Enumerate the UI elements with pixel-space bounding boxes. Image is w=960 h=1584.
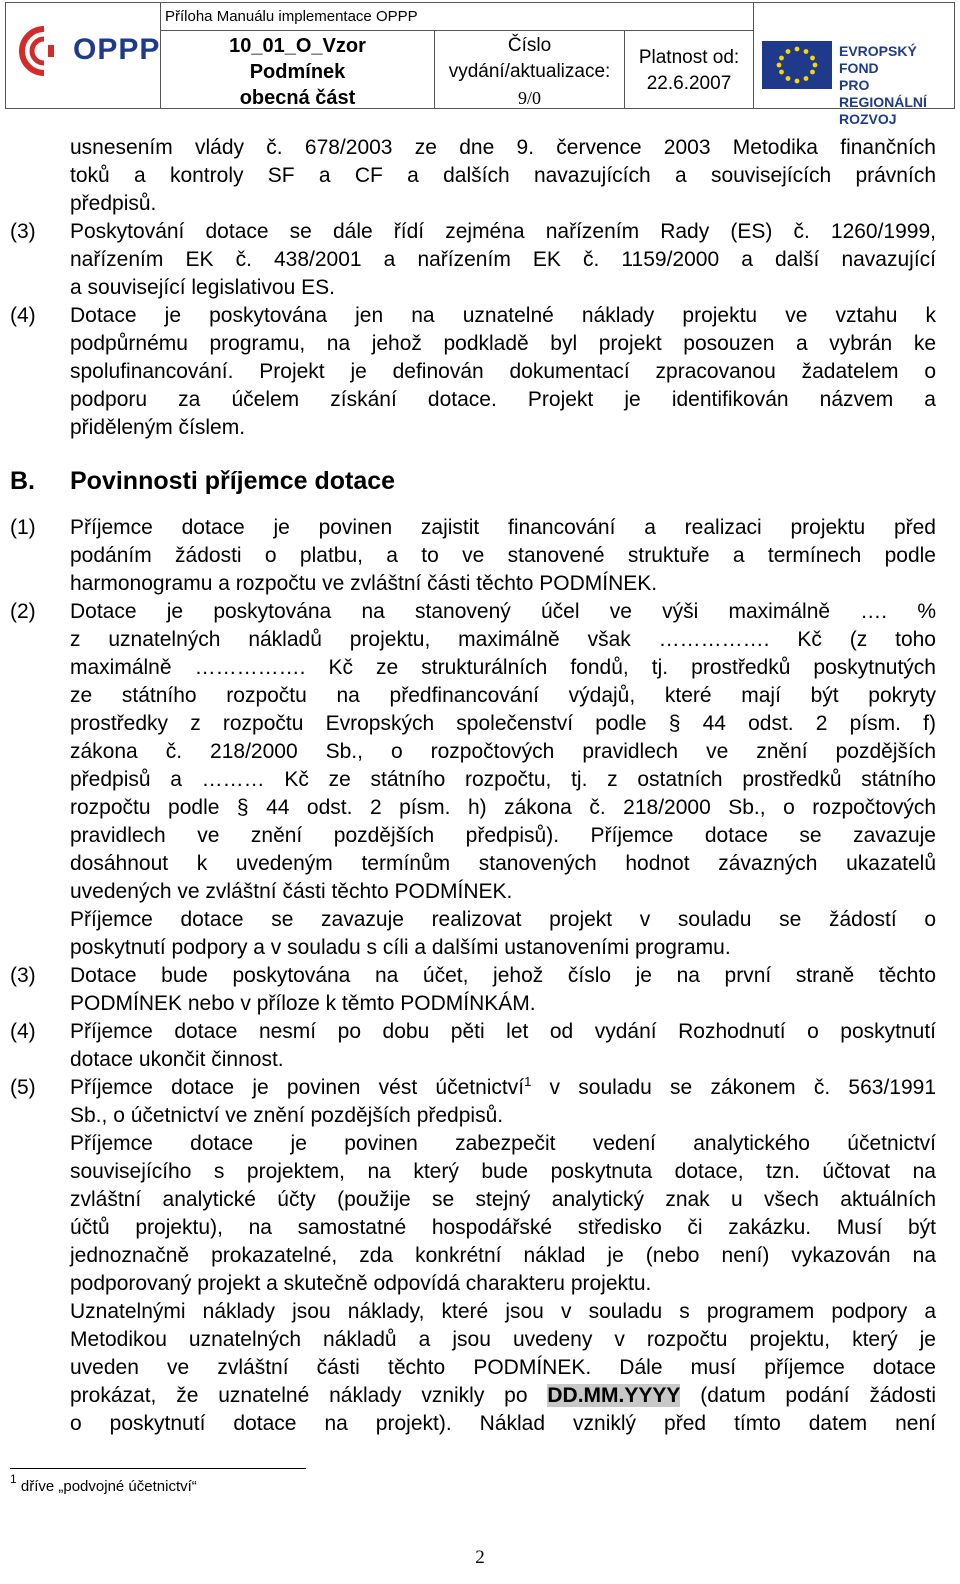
text-line <box>70 1186 936 1214</box>
text-line <box>70 654 936 682</box>
text-run: Příjemce dotace je povinen zabezpečit vedení analytického účetnictví <box>70 1132 936 1155</box>
template-line: obecná část <box>239 87 356 109</box>
text-run: usnesením vlády č. 678/2003 ze dne 9. července 2003 Metodika finančních <box>70 136 936 159</box>
text-run: podáním žádosti o platbu, a to ve stanovené struktuře a termínech podle <box>70 544 936 567</box>
text-line <box>70 1410 936 1438</box>
text-line <box>70 1382 936 1410</box>
text-line <box>70 358 936 386</box>
text-run: Uznatelnými náklady jsou náklady, které jsou v souladu s programem podpory a <box>70 1300 936 1323</box>
text-line <box>70 1074 936 1102</box>
paragraph-number: (3) <box>10 964 36 987</box>
eu-flag-icon <box>762 41 832 89</box>
footnote <box>10 1472 197 1498</box>
version-label: Číslo <box>507 35 552 56</box>
text-run: harmonogramu a rozpočtu ve zvláštní části těchto PODMÍNEK. <box>70 572 658 595</box>
text-run: Dotace je poskytována na stanovený účel ve výši maximálně …. % <box>70 600 936 623</box>
text-run: (datum podání žádosti <box>680 1384 936 1407</box>
oppp-logo-text: OPPP <box>73 33 161 66</box>
text-run: zákona č. 218/2000 Sb., o rozpočtových pravidlech ve znění pozdějších <box>70 740 936 763</box>
oppp-logo <box>6 3 161 108</box>
text-line <box>70 1158 936 1186</box>
text-line <box>70 514 936 542</box>
text-line <box>70 766 936 794</box>
text-run: dosáhnout k uvedeným termínům stanovených hodnot závazných ukazatelů <box>70 852 936 875</box>
text-run: maximálně ……………. Kč ze strukturálních fondů, tj. prostředků poskytnutých <box>70 656 936 679</box>
text-run: a související legislativou ES. <box>70 276 335 299</box>
text-run: Dotace bude poskytována na účet, jehož číslo je na první straně těchto <box>70 964 936 987</box>
oppp-logo-icon <box>18 25 70 77</box>
text-line <box>70 386 936 414</box>
text-run: v souladu se zákonem č. 563/1991 <box>531 1076 937 1099</box>
text-run: podpůrnému programu, na jehož podkladě byl projekt posouzen a vybrán ke <box>70 332 936 355</box>
text-line <box>70 962 936 990</box>
text-line <box>70 1270 936 1298</box>
text-line <box>70 1046 936 1074</box>
text-line <box>70 542 936 570</box>
text-line <box>70 934 936 962</box>
eu-logo-line: EVROPSKÝ FOND <box>839 43 917 76</box>
text-run: souvisejícího s projektem, na který bude poskytnuta dotace, tzn. účtovat na <box>70 1160 936 1183</box>
text-line <box>70 906 936 934</box>
text-run: dotace ukončit činnost. <box>70 1048 284 1071</box>
text-line <box>70 1018 936 1046</box>
paragraph-number: (1) <box>10 516 36 539</box>
paragraph-number: (2) <box>10 600 36 623</box>
text-run: uveden ve zvláštní části těchto PODMÍNEK. Dále musí příjemce dotace <box>70 1356 936 1379</box>
text-line <box>70 822 936 850</box>
text-run: prostředky z rozpočtu Evropských společenství podle § 44 odst. 2 písm. f) <box>70 712 936 735</box>
text-line <box>70 162 936 190</box>
text-run: Dotace je poskytována jen na uznatelné náklady projektu ve vztahu k <box>70 304 936 327</box>
text-line <box>70 570 936 598</box>
text-line <box>70 850 936 878</box>
text-line <box>70 738 936 766</box>
paragraph-number: (4) <box>10 304 36 327</box>
paragraph-number: (5) <box>10 1076 36 1099</box>
annex-title: Příloha Manuálu implementace OPPP <box>161 3 754 31</box>
text-run: předpisů. <box>70 192 157 215</box>
text-run: toků a kontroly SF a CF a dalších navazujících a souvisejících právních <box>70 164 936 187</box>
text-line <box>70 1214 936 1242</box>
footnote-separator <box>10 1468 306 1469</box>
text-run: PODMÍNEK nebo v příloze k těmto PODMÍNKÁM. <box>70 992 536 1015</box>
text-run: Poskytování dotace se dále řídí zejména nařízením Rady (ES) č. 1260/1999, <box>70 220 936 243</box>
validity-date: 22.6.2007 <box>646 73 732 94</box>
text-line <box>70 1354 936 1382</box>
text-run: pravidlech ve znění pozdějších předpisů). Příjemce dotace se zavazuje <box>70 824 936 847</box>
text-line <box>70 190 936 218</box>
text-run: prokázat, že uznatelné náklady vznikly po <box>70 1384 548 1407</box>
version-value: 9/0 <box>517 88 541 108</box>
validity-cell <box>625 31 754 108</box>
text-line <box>70 710 936 738</box>
text-line <box>70 134 936 162</box>
text-line <box>70 878 936 906</box>
template-line: 10_01_O_Vzor <box>229 35 366 57</box>
eu-logo-text <box>839 43 954 128</box>
text-run: poskytnutí podpory a v souladu s cíli a dalšími ustanoveními programu. <box>70 936 731 959</box>
text-line <box>70 682 936 710</box>
text-line <box>70 1130 936 1158</box>
text-line <box>70 414 936 442</box>
text-run: o poskytnutí dotace na projekt). Náklad vzniklý před tímto datem není <box>70 1412 936 1435</box>
version-cell <box>435 31 625 108</box>
text-run: uvedených ve zvláštní části těchto PODMÍNEK. <box>70 880 513 903</box>
text-line <box>70 1298 936 1326</box>
version-label: vydání/aktualizace: <box>448 61 611 82</box>
eu-erdf-logo <box>754 3 954 127</box>
text-run: Metodikou uznatelných nákladů a jsou uvedeny v rozpočtu projektu, který je <box>70 1328 936 1351</box>
text-run: předpisů a ……… Kč ze státního rozpočtu, tj. z ostatních prostředků státního <box>70 768 936 791</box>
text-run: Příjemce dotace nesmí po dobu pěti let od vydání Rozhodnutí o poskytnutí <box>70 1020 936 1043</box>
paragraph-number: (3) <box>10 220 36 243</box>
text-line <box>70 302 936 330</box>
text-line <box>70 1102 936 1130</box>
validity-label: Platnost od: <box>638 47 740 68</box>
eu-logo-line: ROZVOJ <box>839 111 897 127</box>
text-run: Příjemce dotace je povinen zajistit financování a realizaci projektu před <box>70 516 936 539</box>
highlighted-placeholder: DD.MM.YYYY <box>547 1384 681 1407</box>
text-line <box>70 598 936 626</box>
text-run: Sb., o účetnictví ve znění pozdějších předpisů. <box>70 1104 504 1127</box>
text-run: Příjemce dotace se zavazuje realizovat projekt v souladu se žádostí o <box>70 908 936 931</box>
paragraph-number: (4) <box>10 1020 36 1043</box>
text-run: podporu za účelem získání dotace. Projekt je identifikován názvem a <box>70 388 936 411</box>
text-line <box>70 626 936 654</box>
text-run: z uznatelných nákladů projektu, maximálně však ……………. Kč (z toho <box>70 628 936 651</box>
footnote-mark: 1 <box>10 1472 17 1486</box>
text-line <box>70 1326 936 1354</box>
text-line <box>70 218 936 246</box>
text-run: jednoznačně prokazatelné, zda konkrétní náklad je (nebo není) vykazován na <box>70 1244 936 1267</box>
template-name <box>161 31 435 108</box>
text-line <box>70 1242 936 1270</box>
footnote-reference: 1 <box>524 1074 532 1089</box>
text-run: spolufinancování. Projekt je definován dokumentací zpracovanou žadatelem o <box>70 360 936 383</box>
text-run: podporovaný projekt a skutečně odpovídá charakteru projektu. <box>70 1272 652 1295</box>
text-run: nařízením EK č. 438/2001 a nařízením EK č. 1159/2000 a další navazující <box>70 248 936 271</box>
text-run: přiděleným číslem. <box>70 416 246 439</box>
text-run: účtů projektu), na samostatné hospodářské středisko či zakázku. Musí být <box>70 1216 936 1239</box>
footnote-text: dříve „podvojné účetnictví“ <box>20 1478 197 1495</box>
text-run: zvláštní analytické účty (použije se stejný analytický znak u všech aktuálních <box>70 1188 936 1211</box>
text-run: rozpočtu podle § 44 odst. 2 písm. h) zákona č. 218/2000 Sb., o rozpočtových <box>70 796 936 819</box>
page-number: 2 <box>475 1547 485 1568</box>
text-line <box>70 246 936 274</box>
template-line: Podmínek <box>249 61 346 83</box>
text-line <box>70 794 936 822</box>
text-line <box>70 990 936 1018</box>
text-line <box>70 274 936 302</box>
text-run: Příjemce dotace je povinen vést účetnictví <box>70 1076 525 1099</box>
text-line <box>70 330 936 358</box>
eu-logo-line: PRO REGIONÁLNÍ <box>839 77 927 110</box>
section-title: Povinnosti příjemce dotace <box>70 467 396 495</box>
document-header <box>5 2 955 127</box>
text-run: ze státního rozpočtu na předfinancování výdajů, které mají být pokryty <box>70 684 936 707</box>
section-label: B. <box>10 467 35 495</box>
